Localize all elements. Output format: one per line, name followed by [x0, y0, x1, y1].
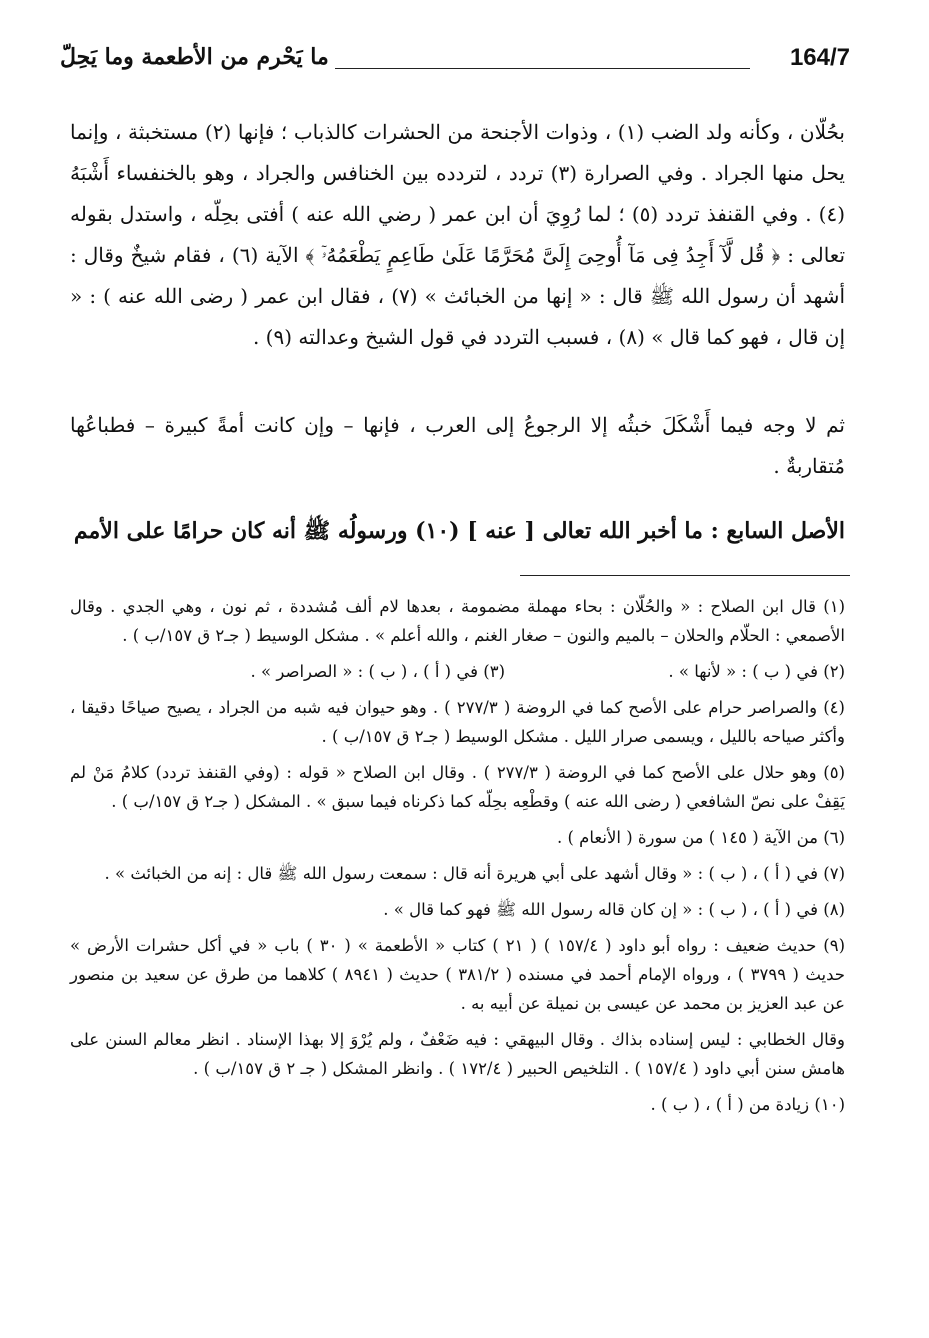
page-header [60, 38, 850, 88]
page-number: 164/7 [789, 44, 850, 71]
footnote-row-2-3 [70, 657, 845, 686]
footnote-9: (٩) حديث ضعيف : رواه أبو داود ( ١٥٧/٤ ) ( ٢١ ) كتاب « الأطعمة » ( ٣٠ ) باب « في أكل حشرات الأرض » حديث ( ٣٧٩٩ ) ، ورواه الإمام أحمد في مسنده ( ٣٨١/٢ ) حديث ( ٨٩٤١ ) كلاهما من طرق عن سعيد بن منصور عن عبد العزيز بن محمد عن عيسى بن نميلة عن أبيه به . [70, 936, 845, 1013]
footnote-7: (٧) في ( أ ) ، ( ب ) : « وقال أشهد على أبي هريرة أنه قال : سمعت رسول الله ﷺ قال : إنه من الخبائث » . [104, 864, 845, 883]
body-paragraph-1: بحُلّان ، وكأنه ولد الضب (١) ، وذوات الأجنحة من الحشرات كالذباب ؛ فإنها (٢) مستخبثة ، وإنما يحل منها الجراد . وفي الصرارة (٣) تردد ، لتردده بين الخنافس والجراد ، وهو بالخنفساء أَشْبَهُ (٤) . وفي القنفذ تردد (٥) ؛ لما رُوِيَ أن ابن عمر ( رضي الله عنه ) أفتى بحِلّه ، واستدل بقوله تعالى : ﴿ قُل لَّآ أَجِدُ فِى مَآ أُوحِىَ إِلَىَّ مُحَرَّمًا عَلَىٰ طَاعِمٍ يَطْعَمُهُۥٓ ﴾ الآية (٦) ، فقام شيخٌ وقال : أشهد أن رسول الله ﷺ قال : « إنها من الخبائث » (٧) ، فقال ابن عمر ( رضى الله عنه ) : « إن قال ، فهو كما قال » (٨) ، فسبب التردد في قول الشيخ وعدالته (٩) . [70, 120, 846, 349]
footnote-6: (٦) من الآية ( ١٤٥ ) من سورة ( الأنعام ) . [556, 828, 845, 847]
footnote-5: (٥) وهو حلال على الأصح كما في الروضة ( ٢٧٧/٣ ) . وقال ابن الصلاح « قوله : (وفي القنفذ تردد) كلامُ مَنْ لم يَقِفْ على نصّ الشافعي ( رضى الله عنه ) وقطْعِه بحِلّه كما ذكرناه فيما سبق » . المشكل ( جـ٢ ق ١٥٧/ب ) . [70, 763, 846, 811]
footnote-4: (٤) والصراصر حرام على الأصح كما في الروضة ( ٢٧٧/٣ ) . وهو حيوان فيه شبه من الجراد ، يصيح صياحًا دقيقا ، وأكثر صياحه بالليل ، ويسمى صرار الليل . مشكل الوسيط ( جـ٢ ق ١٥٧/ب ) . [70, 698, 845, 746]
footnote-9-continued: وقال الخطابي : ليس إسناده بذاك . وقال البيهقي : فيه ضَعْفٌ ، ولم يُرْوَ إلا بهذا الإسناد . انظر معالم السنن على هامش سنن أبي داود ( ١٥٧/٤ ) . التلخيص الحبير ( ١٧٢/٤ ) . وانظر المشكل ( جـ ٢ ق ١٥٧/ب ) . [70, 1030, 845, 1078]
footnote-2: (٢) في ( ب ) : « لأنها » . [668, 662, 845, 681]
footnote-3: (٣) في ( أ ) ، ( ب ) : « الصراصر » . [250, 662, 505, 681]
footnote-separator [520, 575, 850, 576]
footnote-8: (٨) في ( أ ) ، ( ب ) : « إن كان قاله رسول الله ﷺ فهو كما قال » . [383, 900, 845, 919]
footnote-10: (١٠) زيادة من ( أ ) ، ( ب ) . [650, 1095, 845, 1114]
section-heading: الأصل السابع : ما أخبر الله تعالى [ عنه ] (١٠) ورسولُه ﷺ أنه كان حرامًا على الأمم [73, 518, 845, 544]
footnotes [70, 592, 845, 1126]
footnote-1: (١) قال ابن الصلاح : « والحُلّان : بحاء مهملة مضمومة ، بعدها لام ألف مُشددة ، ثم نون ، وهي الجدي . وقال الأصمعي : الحلّام والحلان – بالميم والنون – صغار الغنم ، والله أعلم » . مشكل الوسيط ( جـ٢ ق ١٥٧/ب ) . [70, 597, 845, 645]
body-paragraph-2: ثم لا وجه فيما أَشْكَلَ خبثُه إلا الرجوعُ إلى العرب ، فإنها – وإن كانت أمةً كبيرة – فطباعُها مُتقاربةٌ . [70, 413, 845, 478]
running-title: ما يَحْرم من الأطعمة وما يَحِلّ [60, 44, 329, 70]
header-rule [335, 68, 750, 69]
